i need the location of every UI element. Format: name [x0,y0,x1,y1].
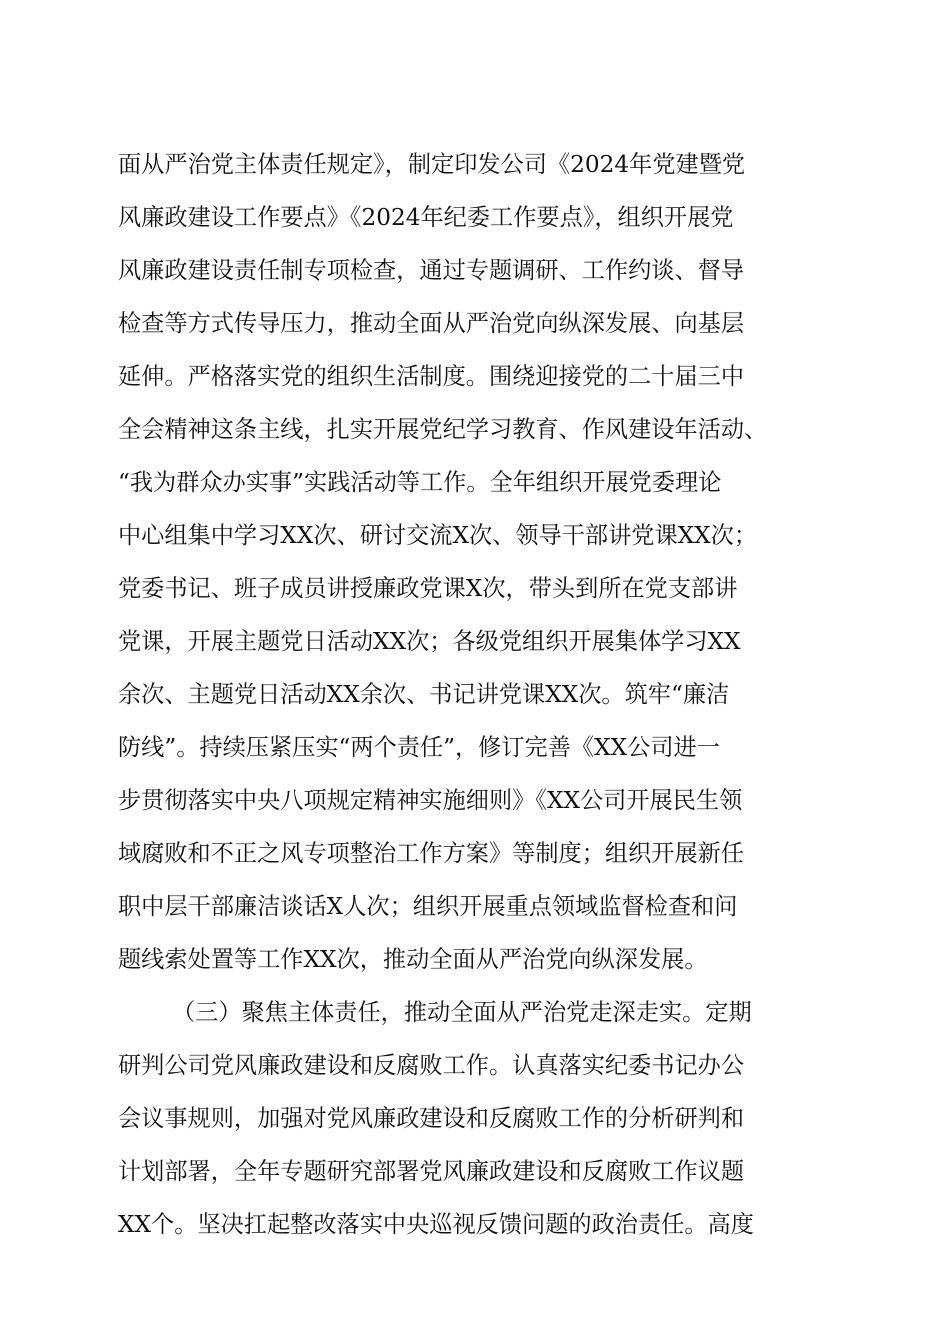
text-line: 会议事规则，加强对党风廉政建设和反腐败工作的分析研判和 [118,1105,745,1132]
text-line: 党委书记、班子成员讲授廉政党课X次，带头到所在党支部讲 [118,575,738,602]
text-line: 面从严治党主体责任规定》，制定印发公司《2024年党建暨党 [118,151,746,178]
text-line: 研判公司党风廉政建设和反腐败工作。认真落实纪委书记办公 [118,1052,745,1079]
text-line: 检查等方式传导压力，推动全面从严治党向纵深发展、向基层 [118,310,745,337]
body-text [118,138,838,1251]
text-line: 题线索处置等工作XX次，推动全面从严治党向纵深发展。 [118,946,708,973]
text-line: 职中层干部廉洁谈话X人次；组织开展重点领域监督检查和问 [118,893,738,920]
text-line: “我为群众办实事”实践活动等工作。全年组织开展党委理论 [118,469,722,496]
text-line: 步贯彻落实中央八项规定精神实施细则》《XX公司开展民生领 [118,787,743,814]
text-line: 党课，开展主题党日活动XX次；各级党组织开展集体学习XX [118,628,741,655]
section-heading-line: （三）聚焦主体责任，推动全面从严治党走深走实。定期 [172,999,752,1026]
text-line: 中心组集中学习XX次、研讨交流X次、领导干部讲党课XX次； [118,522,758,549]
text-line: 余次、主题党日活动XX余次、书记讲党课XX次。筑牢“廉洁 [118,681,730,708]
text-line: 域腐败和不正之风专项整治工作方案》等制度；组织开展新任 [118,840,745,867]
text-line: 延伸。严格落实党的组织生活制度。围绕迎接党的二十届三中 [118,363,745,390]
text-line: 风廉政建设责任制专项检查，通过专题调研、工作约谈、督导 [118,257,745,284]
text-line: XX个。坚决扛起整改落实中央巡视反馈问题的政治责任。高度 [118,1211,754,1238]
text-line: 风廉政建设工作要点》《2024年纪委工作要点》，组织开展党 [118,204,734,231]
text-line: 防线”。持续压紧压实“两个责任”，修订完善《XX公司进一 [118,734,720,761]
text-line: 计划部署，全年专题研究部署党风廉政建设和反腐败工作议题 [118,1158,745,1185]
text-line: 全会精神这条主线，扎实开展党纪学习教育、作风建设年活动、 [118,416,768,443]
